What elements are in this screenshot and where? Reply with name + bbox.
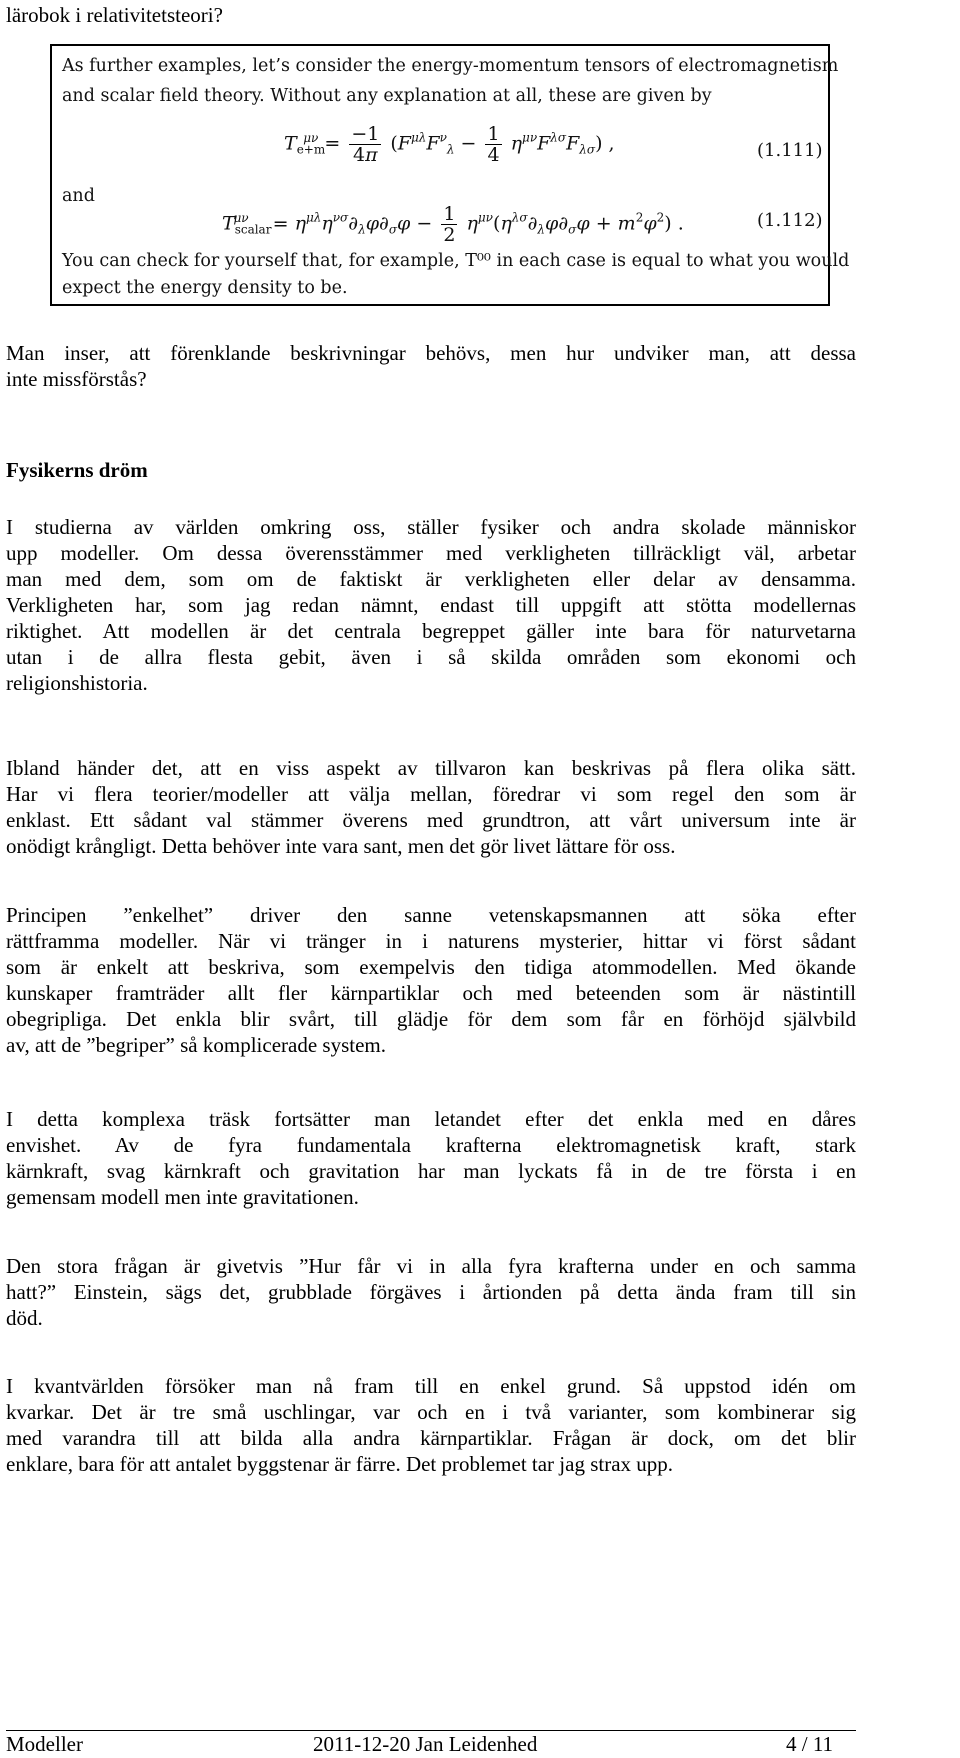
text-line: onödigt krångligt. Detta behöver inte vara sant, men det gör livet lättare för oss. xyxy=(6,834,676,858)
text-line: gemensam modell men inte gravitationen. xyxy=(6,1185,359,1209)
text-line: kunskaper framträder allt fler kärnpartiklar och med beteenden som är nästintill xyxy=(6,981,856,1005)
quote-line-3: You can check for yourself that, for example, T⁰⁰ in each case is equal to what you would xyxy=(62,251,850,271)
text-line: Verkligheten har, som jag redan nämnt, endast till uppgift att stötta modellernas xyxy=(6,593,856,617)
quoted-excerpt xyxy=(50,44,850,306)
paragraph-2 xyxy=(6,755,856,859)
paragraph-3 xyxy=(6,902,856,1058)
quote-line-2: and scalar field theory. Without any explanation at all, these are given by xyxy=(62,86,712,106)
text-line: religionshistoria. xyxy=(6,671,148,695)
text-line: Man inser, att förenklande beskrivningar behövs, men hur undviker man, att dessa xyxy=(6,341,856,365)
text-line: I detta komplexa träsk fortsätter man letandet efter det enkla med en dåres xyxy=(6,1107,856,1131)
equation-1112: $T_{scalar}^{\mu\nu} = \eta^{\mu\lambda}\eta^{\nu\sigma}\partial_\lambda\varphi\partial_\sigma\varphi$ − $\frac{1}{2}$ $\eta^{\mu\nu}(\eta^{\lambda\sigma}\partial_\lambda\varphi\partial_\sigma\varphi + m^2\varphi^2)$ . xyxy=(222,203,684,246)
text-line: med varandra till att bilda alla andra kärnpartiklar. Frågan är dock, om det blir xyxy=(6,1426,856,1450)
quote-line-4: expect the energy density to be. xyxy=(62,278,348,298)
equation-number-1112: (1.112) xyxy=(757,210,823,231)
quote-line-1: As further examples, let’s consider the energy-momentum tensors of electromagnetism xyxy=(62,56,839,76)
equation-1111: $T_{e+m}^{\mu\nu}$ = $\frac{-1}{4\pi}$ ($F^{\mu\lambda}F^\nu_\lambda$ − $\frac{1}{4}$ $\eta^{\mu\nu}F^{\lambda\sigma}F_{\lambda\sigma}$) , xyxy=(284,123,615,166)
footer-divider xyxy=(6,1730,856,1731)
section-heading: Fysikerns dröm xyxy=(6,458,148,482)
text-line: envishet. Av de fyra fundamentala krafterna elektromagnetisk kraft, stark xyxy=(6,1133,856,1157)
text-line: I studierna av världen omkring oss, ställer fysiker och andra skolade människor xyxy=(6,515,856,539)
text-line: riktighet. Att modellen är det centrala begreppet gäller inte bara för naturvetarna xyxy=(6,619,856,643)
footer-title: Modeller xyxy=(6,1732,83,1756)
text-line: enklast. Ett sådant val stämmer överens med grundtron, att vårt universum inte är xyxy=(6,808,856,832)
equation-number-1111: (1.111) xyxy=(757,140,823,161)
quote-and: and xyxy=(62,186,95,206)
paragraph-5 xyxy=(6,1253,856,1331)
text-line: kärnkraft, svag kärnkraft och gravitation har man lyckats få in de tre första i en xyxy=(6,1159,856,1183)
footer-page-number: 4 / 11 xyxy=(786,1732,834,1756)
text-line: I kvantvärlden försöker man nå fram till en enkel grund. Så uppstod idén om xyxy=(6,1374,856,1398)
text-line: kvarkar. Det är tre små uschlingar, var och en i två varianter, som kombinerar sig xyxy=(6,1400,856,1424)
text-line: Den stora frågan är givetvis ”Hur får vi in alla fyra krafterna under en och samma xyxy=(6,1254,856,1278)
paragraph-6 xyxy=(6,1373,856,1477)
text-line: rättframma modeller. När vi tränger in i naturens mysterier, hittar vi först sådant xyxy=(6,929,856,953)
paragraph-4 xyxy=(6,1106,856,1210)
text-line: av, att de ”begriper” så komplicerade system. xyxy=(6,1033,386,1057)
text-line: hatt?” Einstein, sägs det, grubblade förgäves i årtionden på detta ända fram till sin xyxy=(6,1280,856,1304)
text-line: utan i de allra flesta gebit, även i så skilda områden som ekonomi och xyxy=(6,645,856,669)
text-line: död. xyxy=(6,1306,43,1330)
paragraph-1 xyxy=(6,514,856,696)
question-paragraph xyxy=(6,340,856,392)
text-line: som är enkelt att beskriva, som exempelvis den tidiga atommodellen. Med ökande xyxy=(6,955,856,979)
top-line: lärobok i relativitetsteori? xyxy=(6,3,223,27)
text-line: man med dem, som om de faktiskt är verkligheten eller delar av densamma. xyxy=(6,567,856,591)
text-line: Ibland händer det, att en viss aspekt av tillvaron kan beskrivas på flera olika sätt. xyxy=(6,756,856,780)
footer-date-author: 2011-12-20 Jan Leidenhed xyxy=(313,1732,538,1756)
text-line: Har vi flera teorier/modeller att välja mellan, föredrar vi som regel den som är xyxy=(6,782,856,806)
text-line: enklare, bara för att antalet byggstenar är färre. Det problemet tar jag strax upp. xyxy=(6,1452,674,1476)
text-line: obegripliga. Det enkla blir svårt, till glädje för dem som får en förhöjd självbild xyxy=(6,1007,856,1031)
text-line: upp modeller. Om dessa överensstämmer med verkligheten tillräckligt väl, arbetar xyxy=(6,541,856,565)
text-line: inte missförstås? xyxy=(6,367,147,391)
text-line: Principen ”enkelhet” driver den sanne vetenskapsmannen att söka efter xyxy=(6,903,856,927)
